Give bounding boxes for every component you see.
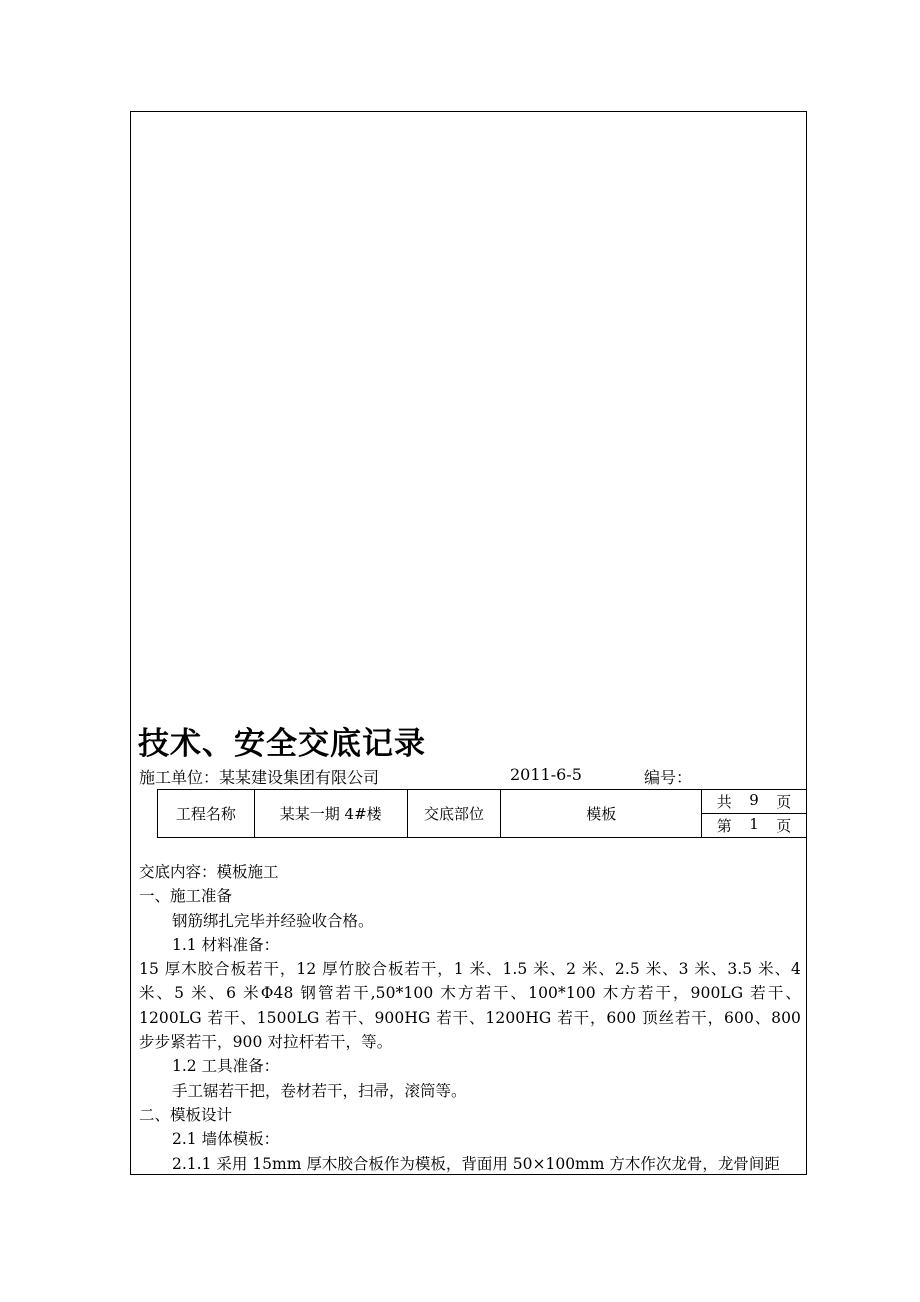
construction-unit: 施工单位：某某建设集团有限公司 (139, 768, 380, 787)
page-number-suffix: 页 (776, 817, 792, 835)
section-heading-formwork-design: 二、模板设计 (139, 1105, 233, 1124)
page-number-cell (702, 814, 807, 838)
handover-content (139, 860, 801, 1176)
handover-part-label: 交底部位 (407, 790, 501, 838)
page-number-prefix: 第 (716, 817, 732, 835)
project-name-label: 工程名称 (158, 790, 255, 838)
tool-prep-heading: 1.2 工具准备： (172, 1057, 280, 1076)
project-info-table (157, 789, 807, 838)
document-code-label: 编号： (644, 768, 693, 787)
document-date: 2011-6-5 (510, 765, 582, 784)
page-number-value: 1 (749, 815, 759, 833)
preparation-text: 钢筋绑扎完毕并经验收合格。 (172, 911, 374, 930)
material-prep-text: 15 厚木胶合板若干，12 厚竹胶合板若干，1 米、1.5 米、2 米、2.5 米、3 米、3.5 米、4 米、5 米、6 米Φ48 钢管若干,50*100 木方若干、100*100 木方若干，900LG 若干、1200LG 若干、1500LG 若干、900HG 若干、1200HG 若干，600 顶丝若干，600、800 步步紧若干，900 对拉杆若干，等。 (139, 960, 801, 1052)
material-prep-heading: 1.1 材料准备： (172, 935, 280, 954)
section-heading-preparation: 一、施工准备 (139, 887, 233, 906)
document-title: 技术、安全交底记录 (138, 726, 426, 762)
handover-part-value: 模板 (501, 790, 702, 838)
wall-formwork-text: 2.1.1 采用 15mm 厚木胶合板作为模板，背面用 50×100mm 方木作次龙骨，龙骨间距 (172, 1154, 780, 1173)
total-pages-suffix: 页 (776, 793, 792, 811)
total-pages-cell (702, 790, 807, 814)
total-pages-value: 9 (749, 791, 759, 809)
total-pages-prefix: 共 (716, 793, 732, 811)
project-name-value: 某某一期 4#楼 (254, 790, 407, 838)
tool-prep-text: 手工锯若干把，卷材若干，扫帚，滚筒等。 (172, 1081, 467, 1100)
content-intro: 交底内容：模板施工 (139, 863, 279, 881)
wall-formwork-heading: 2.1 墙体模板： (172, 1130, 280, 1149)
